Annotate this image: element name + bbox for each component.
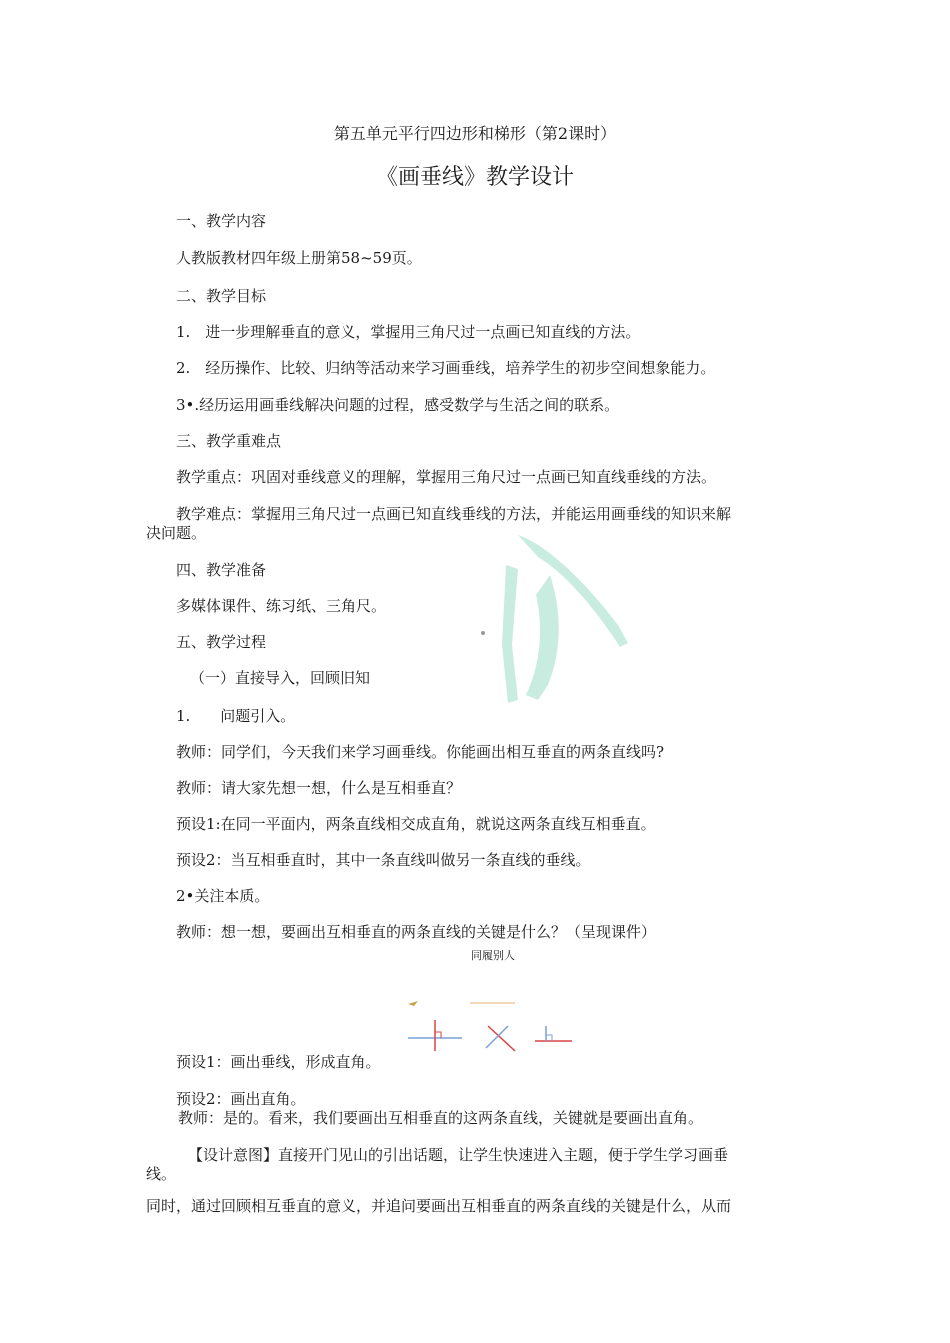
paragraph: 教学重点：巩固对垂线意义的理解，掌握用三角尺过一点画已知直线垂线的方法。 [176,468,717,486]
design-intent: 【设计意图】直接开门见山的引出话题，让学生快速进入主题，便于学生学习画垂 [188,1146,729,1164]
watermark-icon [478,535,638,710]
paragraph: 人教版教材四年级上册第58~59页。 [176,249,422,267]
paragraph: 教师：是的。看来，我们要画出互相垂直的这两条直线，关键就是要画出直角。 [178,1109,704,1127]
paragraph: 2•关注本质。 [176,887,270,905]
perpendicular-figures [400,996,585,1056]
paragraph: 教师：同学们，今天我们来学习画垂线。你能画出相互垂直的两条直线吗? [176,743,665,761]
paragraph: 预设2：画出直角。 [176,1090,306,1108]
section-heading: 二、教学目标 [176,287,267,305]
paragraph: 教师：请大家先想一想，什么是互相垂直？ [176,779,462,797]
paragraph: 1. 问题引入。 [176,707,296,725]
paragraph: 线。 [146,1165,177,1183]
figure-caption: 同履别人 [471,949,515,962]
goal-item: 3•.经历运用画垂线解决问题的过程，感受数学与生活之间的联系。 [176,396,620,414]
main-title: 《画垂线》教学设计 [375,165,574,190]
sub-heading: （一）直接导入，回顾旧知 [190,669,371,687]
goal-item: 1. 进一步理解垂直的意义，掌握用三角尺过一点画已知直线的方法。 [176,323,641,341]
section-heading: 四、教学准备 [176,561,267,579]
section-heading: 三、教学重难点 [176,432,282,450]
paragraph: 多媒体课件、练习纸、三角尺。 [176,597,387,615]
paragraph: 预设1:在同一平面内，两条直线相交成直角，就说这两条直线互相垂直。 [176,815,656,833]
paragraph: 预设1：画出垂线，形成直角。 [176,1053,381,1071]
paragraph: 预设2：当互相垂直时，其中一条直线叫做另一条直线的垂线。 [176,851,591,869]
unit-title: 第五单元平行四边形和梯形（第2课时） [333,124,617,143]
section-heading: 五、教学过程 [176,633,267,651]
paragraph: 同时，通过回顾相互垂直的意义，并追问要画出互相垂直的两条直线的关键是什么，从而 [146,1197,732,1215]
goal-item: 2. 经历操作、比较、归纳等活动来学习画垂线，培养学生的初步空间想象能力。 [176,359,716,377]
section-heading: 一、教学内容 [176,212,267,230]
paragraph: 教师：想一想，要画出互相垂直的两条直线的关键是什么？（呈现课件） [176,923,657,941]
paragraph: 决问题。 [146,524,207,542]
paragraph: 教学难点：掌握用三角尺过一点画已知直线垂线的方法，并能运用画垂线的知识来解 [176,505,732,523]
